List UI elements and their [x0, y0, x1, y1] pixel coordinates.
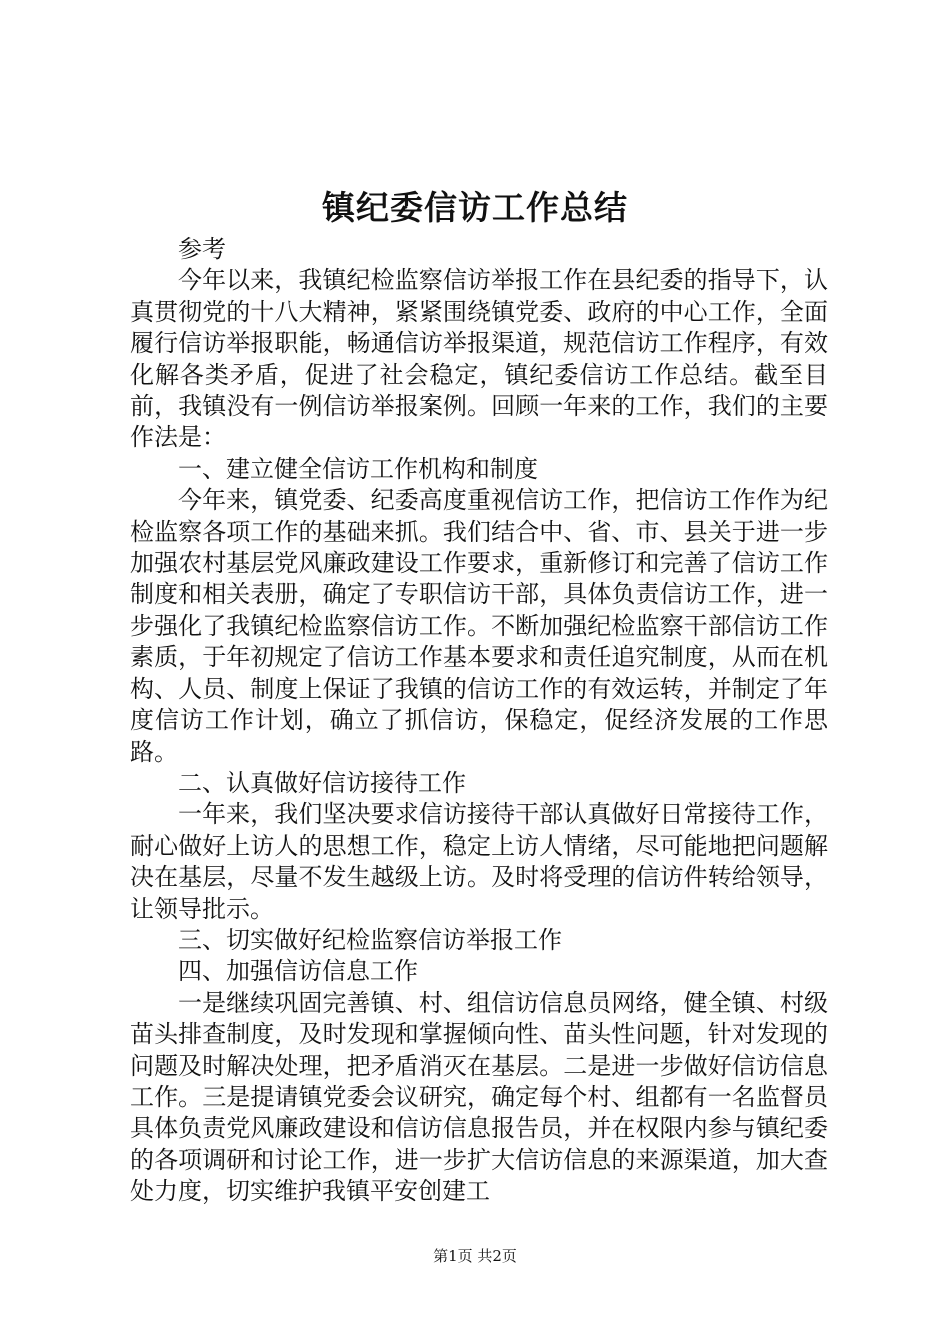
document-body [130, 234, 828, 1208]
section-heading-4: 四、加强信访信息工作 [178, 957, 418, 986]
paragraph-section-2: 一年来，我们坚决要求信访接待干部认真做好日常接待工作，耐心做好上访人的思想工作，稳定上访人情绪，尽可能地把问题解决在基层，尽量不发生越级上访。及时将受理的信访件转给领导，让领导批示。 [130, 800, 828, 923]
paragraph-section-4: 一是继续巩固完善镇、村、组信访信息员网络，健全镇、村级苗头排查制度，及时发现和掌握倾向性、苗头性问题，针对发现的问题及时解决处理，把矛盾消灭在基层。二是进一步做好信访信息工作。三是提请镇党委会议研究，确定每个村、组都有一名监督员具体负责党风廉政建设和信访信息报告员，并在权限内参与镇纪委的各项调研和讨论工作，进一步扩大信访信息的来源渠道，加大查处力度，切实维护我镇平安创建工 [130, 988, 828, 1206]
section-heading-3: 三、切实做好纪检监察信访举报工作 [178, 925, 562, 954]
page-footer: 第1页 共2页 [433, 1247, 517, 1265]
paragraph-section-1: 今年来，镇党委、纪委高度重视信访工作，把信访工作作为纪检监察各项工作的基础来抓。我们结合中、省、市、县关于进一步加强农村基层党风廉政建设工作要求，重新修订和完善了信访工作制度和相关表册，确定了专职信访干部，具体负责信访工作，进一步强化了我镇纪检监察信访工作。不断加强纪检监察干部信访工作素质，于年初规定了信访工作基本要求和责任追究制度，从而在机构、人员、制度上保证了我镇的信访工作的有效运转，并制定了年度信访工作计划，确立了抓信访，保稳定，促经济发展的工作思路。 [130, 486, 828, 766]
section-heading-1: 一、建立健全信访工作机构和制度 [178, 454, 538, 483]
paragraph-reference: 参考 [178, 235, 226, 263]
page-title: 镇纪委信访工作总结 [322, 188, 628, 227]
paragraph-intro: 今年以来，我镇纪检监察信访举报工作在县纪委的指导下，认真贯彻党的十八大精神，紧紧围绕镇党委、政府的中心工作，全面履行信访举报职能，畅通信访举报渠道，规范信访工作程序，有效化解各类矛盾，促进了社会稳定，镇纪委信访工作总结。截至目前，我镇没有一例信访举报案例。回顾一年来的工作，我们的主要作法是： [130, 266, 828, 452]
section-heading-2: 二、认真做好信访接待工作 [178, 768, 466, 797]
